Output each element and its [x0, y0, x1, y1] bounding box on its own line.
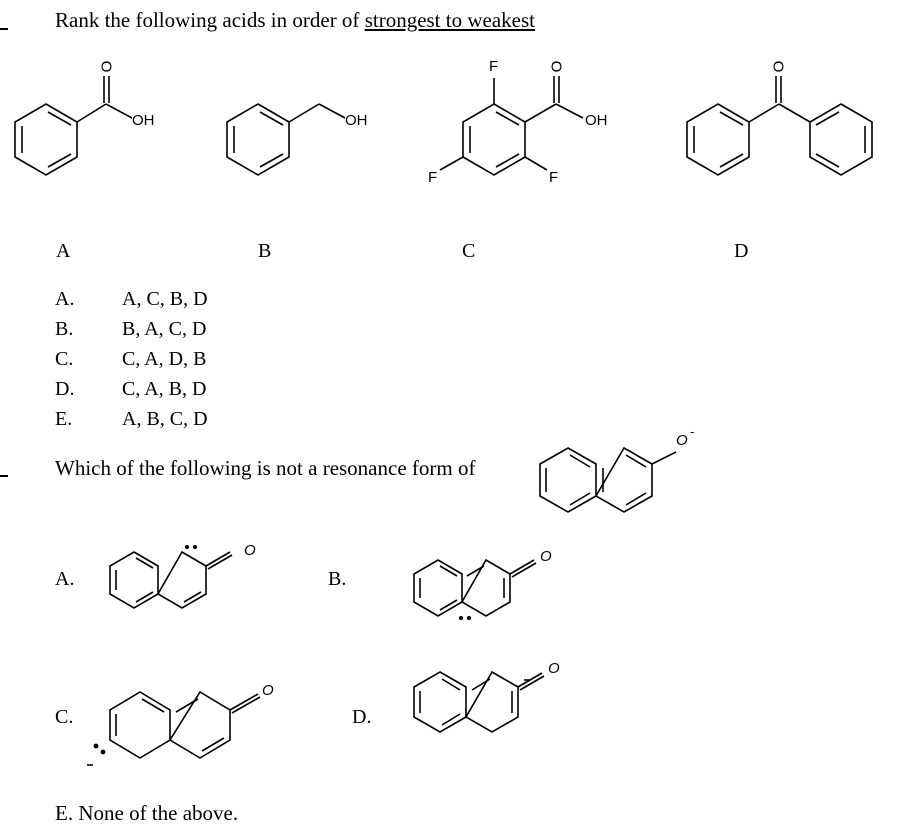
choice-text[interactable]: B, A, C, D: [122, 318, 207, 340]
choice-c-structure: [87, 692, 260, 765]
choice-letter[interactable]: D.: [55, 378, 75, 400]
q2-choice-b-label[interactable]: B.: [328, 568, 347, 590]
choice-letter[interactable]: E.: [55, 408, 73, 430]
choice-text[interactable]: A, B, C, D: [122, 408, 208, 430]
q2-choice-c-label[interactable]: C.: [55, 706, 74, 728]
atom-label: O: [262, 682, 274, 699]
choice-a-structure: [110, 545, 232, 608]
atom-label: O: [770, 60, 788, 73]
atom-label: OH: [585, 112, 608, 129]
choice-letter[interactable]: A.: [55, 288, 75, 310]
prompt-text: Rank the following acids in order of: [55, 8, 360, 32]
atom-label: OH: [132, 112, 155, 129]
compound-label-a: A: [56, 240, 71, 262]
choice-letter[interactable]: B.: [55, 318, 74, 340]
choice-text[interactable]: A, C, B, D: [122, 288, 208, 310]
atom-label: O: [98, 60, 116, 73]
compound-c-structure: [440, 76, 583, 175]
atom-label: O: [548, 60, 566, 73]
question-2-prompt: Which of the following is not a resonance form of: [55, 456, 476, 480]
atom-label: O: [244, 542, 256, 559]
naphthoxide-structure: [540, 448, 676, 512]
compound-label-b: B: [258, 240, 272, 262]
prompt-emphasis: strongest to weakest: [364, 8, 535, 32]
choice-letter[interactable]: C.: [55, 348, 74, 370]
atom-label: F: [549, 169, 559, 186]
anion-oxygen-label: O: [676, 432, 688, 449]
choice-b-structure: [414, 560, 536, 620]
atom-label: O: [540, 548, 552, 565]
atom-label: O: [548, 660, 560, 677]
atom-label: F: [489, 58, 499, 75]
choice-text[interactable]: C, A, B, D: [122, 378, 207, 400]
compound-b-structure: [227, 104, 345, 175]
compound-d-structure: [687, 76, 872, 175]
atom-label: F: [428, 169, 438, 186]
atom-label: OH: [345, 112, 368, 129]
compound-a-structure: [15, 76, 132, 175]
compound-label-d: D: [734, 240, 749, 262]
q2-choice-a-label[interactable]: A.: [55, 568, 75, 590]
compound-label-c: C: [462, 240, 476, 262]
q2-choice-e[interactable]: E. None of the above.: [55, 801, 239, 825]
anion-charge: -: [690, 424, 695, 439]
choice-text[interactable]: C, A, D, B: [122, 348, 207, 370]
choice-d-structure: [414, 672, 544, 732]
q2-choice-d-label[interactable]: D.: [352, 706, 372, 728]
